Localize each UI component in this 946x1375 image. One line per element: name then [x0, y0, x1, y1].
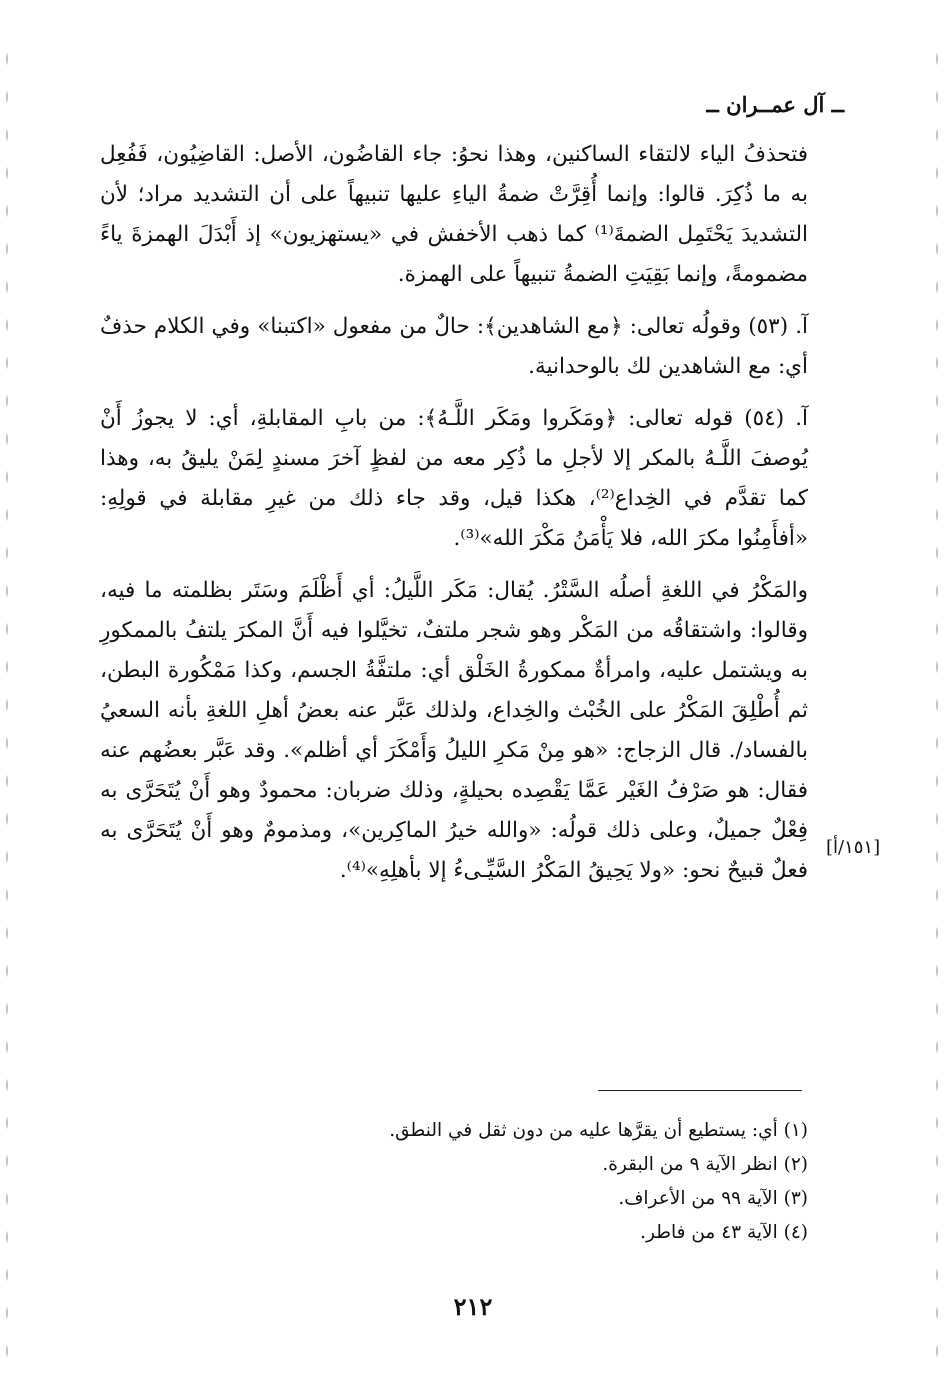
footnote-3: (٣) الآية ٩٩ من الأعراف. — [618, 1188, 808, 1209]
page-number: ٢١٢ — [453, 1292, 493, 1321]
footnote-1: (١) أي: يستطيع أن يقرَّها عليه من دون ثقل في النطق. — [389, 1120, 808, 1141]
main-text — [100, 135, 808, 891]
manuscript-folio-note: [١٥١/أ] — [826, 837, 881, 858]
footnotes — [248, 1114, 808, 1250]
paragraph-2: آ. (٥٣) وقولُه تعالى: ﴿مع الشاهدين﴾: حالٌ من مفعول «اكتبنا» وفي الكلام حذفٌ أي: مع الشاهدين لك بالوحدانية. — [100, 314, 809, 379]
left-edge-scan-dots — [4, 40, 10, 1360]
paragraph-3: آ. (٥٤) قوله تعالى: ﴿ومَكَروا ومَكَر اللَّـهُ﴾: من بابِ المقابلةِ، أي: لا يجوزُ أَنْ يُوصفَ اللَّـهُ بالمكر إلا لأجلِ ما ذُكِر معه من لفظٍ آخرَ مسندٍ لِمَنْ يليقُ به، وهذا كما تقدَّم في الخِداع⁽²⁾، هكذا قيل، وقد جاء ذلك من غيرِ مقابلة في قولِهِ: «أفأَمِنُوا مكرَ الله، فلا يَأْمَنُ مَكْرَ الله»⁽³⁾. — [100, 406, 808, 551]
footnote-separator — [598, 1090, 802, 1091]
paragraph-4: والمَكْرُ في اللغةِ أصلُه السَّتْرُ. يُقال: مَكَر اللَّيلُ: أي أَظْلَمَ وسَتَر بظلمته ما فيه، وقالوا: واشتقاقُه من المَكْر وهو شجر ملتفٌ، تخيَّلوا فيه أَنَّ المكرَ يلتفُ بالممكورِ به ويشتمل عليه، وامرأةٌ ممكورةُ الخَلْق أي: ملتفَّةُ الجسم، وكذا مَمْكُورة البطن، ثم أُطْلِقَ المَكْرُ على الخُبْث والخِداع، ولذلك عَبَّر عنه بعضُ أهلِ اللغةِ بأنه السعيُ بالفساد/. قال الزجاج: «هو مِنْ مَكرِ الليلُ وَأَمْكَرَ أي أظلم». وقد عَبَّر بعضُهم عنه فقال: هو صَرْفُ الغَيْر عَمَّا يَقْصِده بحيلةٍ، وذلك ضربان: محمودٌ وهو أَنْ يُتَحَرَّى به فِعْلٌ جميلٌ، وعلى ذلك قولُه: «والله خيرُ الماكِرين»، ومذمومٌ وهو أَنْ يُتَحَرَّى به فعلٌ قبيحٌ نحو: «ولا يَحِيقُ المَكْرُ السَّيِّـىءُ إلا بأهلِهِ»⁽⁴⁾. — [100, 578, 808, 883]
running-head: ــ آل عمــران ــ — [706, 92, 844, 117]
footnote-4: (٤) الآية ٤٣ من فاطر. — [640, 1222, 808, 1243]
footnote-2: (٢) انظر الآية ٩ من البقرة. — [602, 1154, 808, 1175]
right-edge-scan-dots — [934, 40, 940, 1360]
paragraph-1: فتحذفُ الياء لالتقاء الساكنين، وهذا نحوُ: جاء القاضُون، الأصل: القاضِيُون، فَفُعِل به ما ذُكِرَ. قالوا: وإنما أُقِرَّتْ ضمةُ الياءِ عليها تنبيهاً على أن التشديد مراد؛ لأن التشديدَ يَحْتَمِل الضمةَ⁽¹⁾ كما ذهب الأخفش في «يستهزيون» إذ أَبْدَلَ الهمزةَ ياءً مضمومةً، وإنما بَقِيَتِ الضمةُ تنبيهاً على الهمزة. — [100, 142, 808, 287]
